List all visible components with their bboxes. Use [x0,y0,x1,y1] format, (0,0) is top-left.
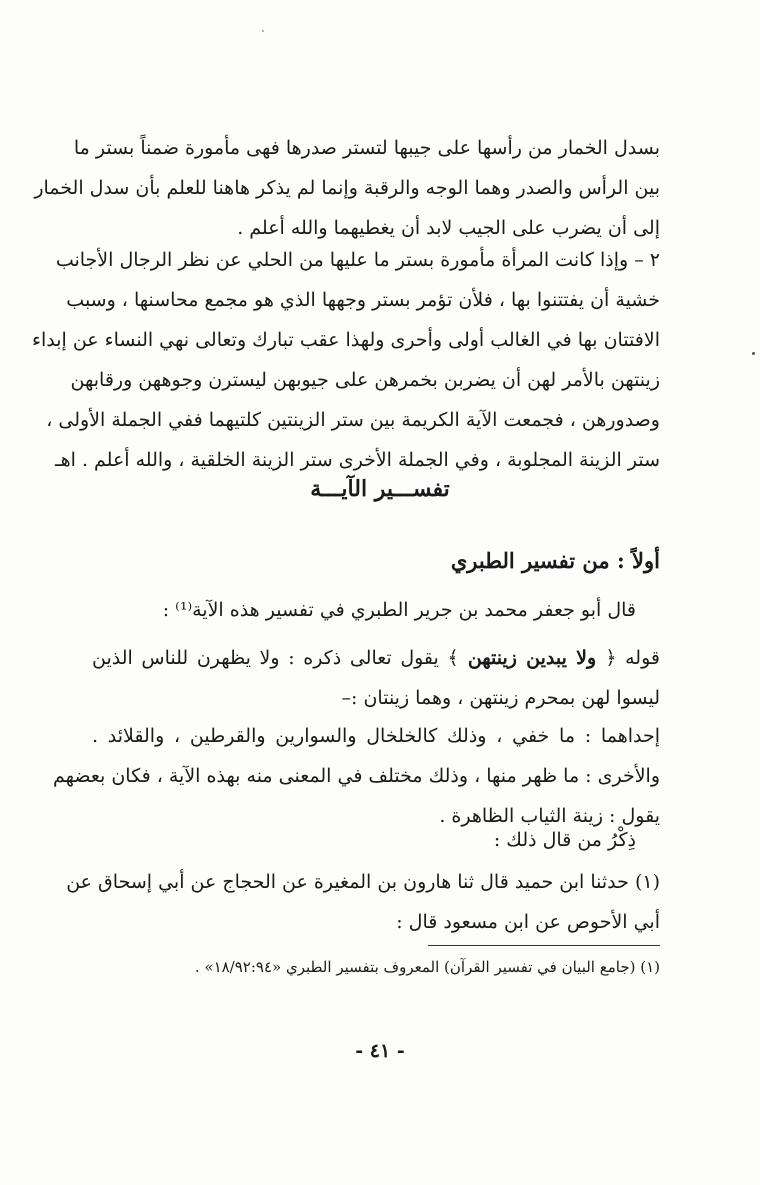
paragraph-2 [32,240,660,480]
text-line: ستر الزينة المجلوبة ، وفي الجملة الأخرى ستر الزينة الخلقية ، والله أعلم . اهـ [55,449,660,471]
margin-dot-mark [262,30,264,32]
text-line: بسدل الخمار من رأسها على جيبها لتستر صدرها فهى مأمورة ضمناً بستر ما [73,137,660,159]
text-line: بين الرأس والصدر وهما الوجه والرقبة وإنما لم يذكر هاهنا للعلم بأن سدل الخمار [34,177,660,199]
text-line: قال أبو جعفر محمد بن جرير الطبري في تفسير هذه الآية⁽¹⁾ : [162,599,636,621]
paragraph-4 [66,862,660,942]
text-line [92,638,660,678]
text-line: ليسوا لهن بمحرم زينتهن ، وهما زينتان :– [341,687,660,709]
text-line: إلى أن يضرب على الجيب لابد أن يغطيهما والله أعلم . [237,217,660,239]
text-line: والأخرى : ما ظهر منها ، وذلك مختلف في المعنى منه بهذه الآية ، فكان بعضهم [52,765,660,787]
paragraph-1 [34,128,660,248]
mention-line [236,820,636,860]
quran-verse: ولا يبدين زينتهن [458,647,606,669]
text-line: الافتتان بها في الغالب أولى وأحرى ولهذا عقب تبارك وتعالى نهي النساء عن إبداء [32,329,660,351]
text-line: وصدورهن ، فجمعت الآية الكريمة بين ستر الزينتين كلتيهما ففي الجملة الأولى ، [46,409,660,431]
text-line: زينتهن بالأمر لهن أن يضربن بخمرهن على جيوبهن ليسترن وجوههن ورقابهن [70,369,660,391]
footnote-divider [428,945,660,946]
text-line: أبي الأحوص عن ابن مسعود قال : [396,911,660,933]
margin-dot-mark [752,352,755,355]
paragraph-3 [52,716,660,836]
text-line: خشية أن يفتتنوا بها ، فلأن تؤمر بستر وجهها الذي هو مجمع محاسنها ، وسبب [66,289,660,311]
section-heading: تفســـير الآيـــة [310,476,450,502]
text-line: ذِكْرُ من قال ذلك : [493,829,636,851]
verse-prefix: قوله ﴿ [605,647,660,669]
text-line: ٢ – وإذا كانت المرأة مأمورة بستر ما عليها من الحلي عن نظر الرجال الأجانب [55,249,660,271]
subsection-heading: أولاً : من تفسير الطبري [450,548,660,573]
verse-paragraph [92,638,660,718]
text-line: يقول : زينة الثياب الظاهرة . [439,805,660,827]
text-line: إحداهما : ما خفي ، وذلك كالخلخال والسوارين والقرطين ، والقلائد . [92,725,660,747]
text-line: (١) حدثنا ابن حميد قال ثنا هارون بن المغيرة عن الحجاج عن أبي إسحاق عن [66,871,660,893]
verse-suffix: ﴾ يقول تعالى ذكره : ولا يظهرن للناس الذين [92,647,459,669]
page-number: - ٤١ - [355,1040,405,1062]
intro-line [96,590,636,630]
footnote: (١) (جامع البيان في تفسير القرآن) المعروف بتفسير الطبري «١٨/٩٢:٩٤» . [194,958,660,976]
